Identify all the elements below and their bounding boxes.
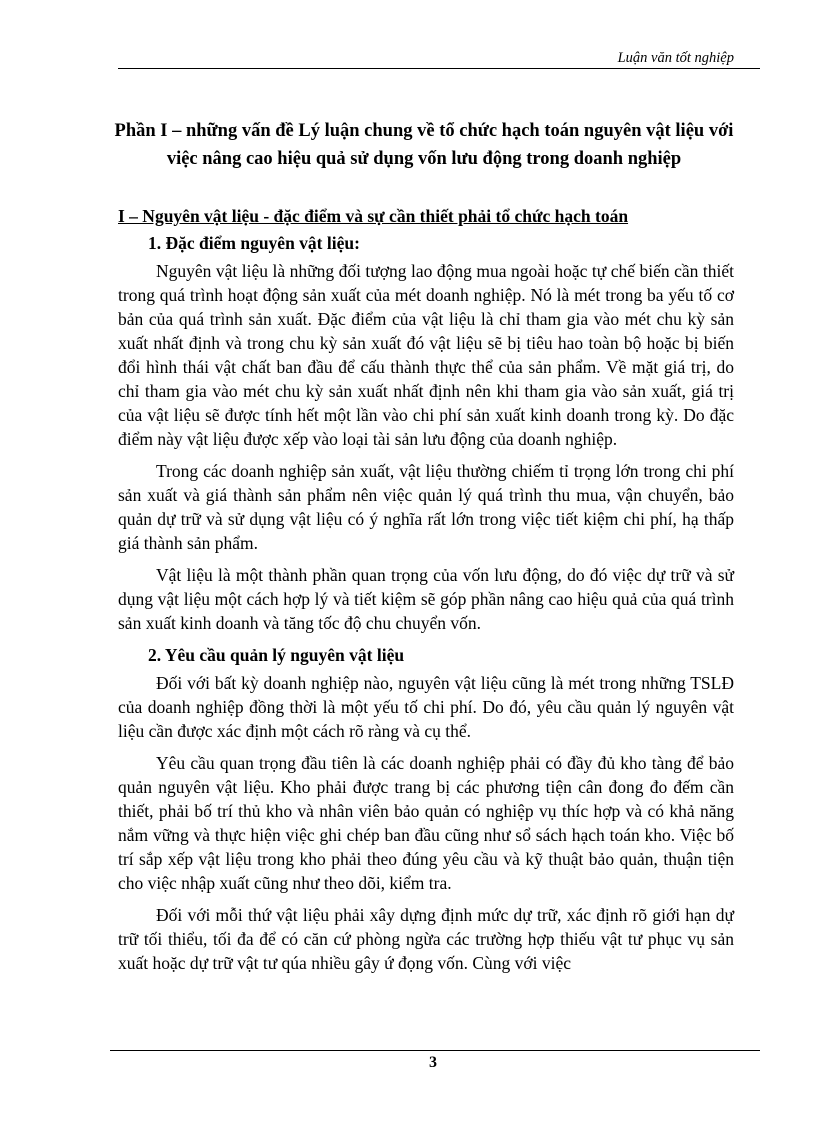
paragraph: Đối với bất kỳ doanh nghiệp nào, nguyên vật liệu cũng là mét trong những TSLĐ của doanh nghiệp đồng thời là một yếu tố chi phí. Do đó, yêu cầu quản lý nguyên vật liệu cần được xác định một cách rõ ràng và cụ thể. (118, 673, 734, 741)
footer-divider (110, 1050, 760, 1051)
document-body (118, 204, 734, 983)
chapter-title: Phần I – những vấn đề Lý luận chung về tổ chức hạch toán nguyên vật liệu với việc nâng cao hiệu quả sử dụng vốn lưu động trong doanh nghiệp (114, 121, 734, 169)
page-number: 3 (429, 1054, 437, 1071)
paragraph: Trong các doanh nghiệp sản xuất, vật liệu thường chiếm tỉ trọng lớn trong chi phí sản xuất và giá thành sản phẩm nên việc quản lý quá trình thu mua, vận chuyển, bảo quản dự trữ và sử dụng vật liệu có ý nghĩa rất lớn trong việc tiết kiệm chi phí, hạ thấp giá thành sản phẩm. (118, 461, 734, 553)
paragraph: Yêu cầu quan trọng đầu tiên là các doanh nghiệp phải có đầy đủ kho tàng để bảo quản nguyên vật liệu. Kho phải được trang bị các phương tiện cân đong đo đếm cần thiết, phải bố trí thủ kho và nhân viên bảo quản có nghiệp vụ thíc hợp và có khả năng nắm vững và thực hiện việc ghi chép ban đầu cũng như sổ sách hạch toán kho. Việc bố trí sắp xếp vật liệu trong kho phải theo đúng yêu cầu và kỹ thuật bảo quản, thuận tiện cho việc nhập xuất cũng như theo dõi, kiểm tra. (118, 753, 734, 893)
running-header: Luận văn tốt nghiệp (617, 50, 734, 66)
paragraph: Nguyên vật liệu là những đối tượng lao động mua ngoài hoặc tự chế biến cần thiết trong quá trình hoạt động sản xuất của mét doanh nghiệp. Nó là mét trong ba yếu tố cơ bản của quá trình sản xuất. Đặc điểm của vật liệu là chỉ tham gia vào mét chu kỳ sản xuất nhất định và trong chu kỳ sản xuất đó vật liệu sẽ bị tiêu hao toàn bộ hoặc bị biến đổi hình thái vật chất ban đầu để cấu thành thực thể của sản phẩm. Về mặt giá trị, do chỉ tham gia vào mét chu kỳ sản xuất nhất định nên khi tham gia vào sản xuất, giá trị của vật liệu sẽ được tính hết một lần vào chi phí sản xuất kinh doanh trong kỳ. Do đặc điểm này vật liệu được xếp vào loại tài sản lưu động của doanh nghiệp. (118, 261, 734, 449)
header-divider (118, 68, 760, 69)
subsection-heading-1: 1. Đặc điểm nguyên vật liệu: (148, 233, 360, 253)
paragraph: Vật liệu là một thành phần quan trọng của vốn lưu động, do đó việc dự trữ và sử dụng vật liệu một cách hợp lý và tiết kiệm sẽ góp phần nâng cao hiệu quả của quá trình sản xuất kinh doanh và tăng tốc độ chu chuyển vốn. (118, 565, 734, 633)
section-heading: I – Nguyên vật liệu - đặc điểm và sự cần thiết phải tổ chức hạch toán (118, 206, 629, 226)
subsection-heading-2: 2. Yêu cầu quản lý nguyên vật liệu (148, 645, 405, 665)
paragraph: Đối với mỗi thứ vật liệu phải xây dựng định mức dự trữ, xác định rõ giới hạn dự trữ tối thiểu, tối đa để có căn cứ phòng ngừa các trường hợp thiếu vật tư phục vụ sản xuất hoặc dự trữ vật tư qúa nhiều gây ứ đọng vốn. Cùng với việc (118, 905, 734, 973)
